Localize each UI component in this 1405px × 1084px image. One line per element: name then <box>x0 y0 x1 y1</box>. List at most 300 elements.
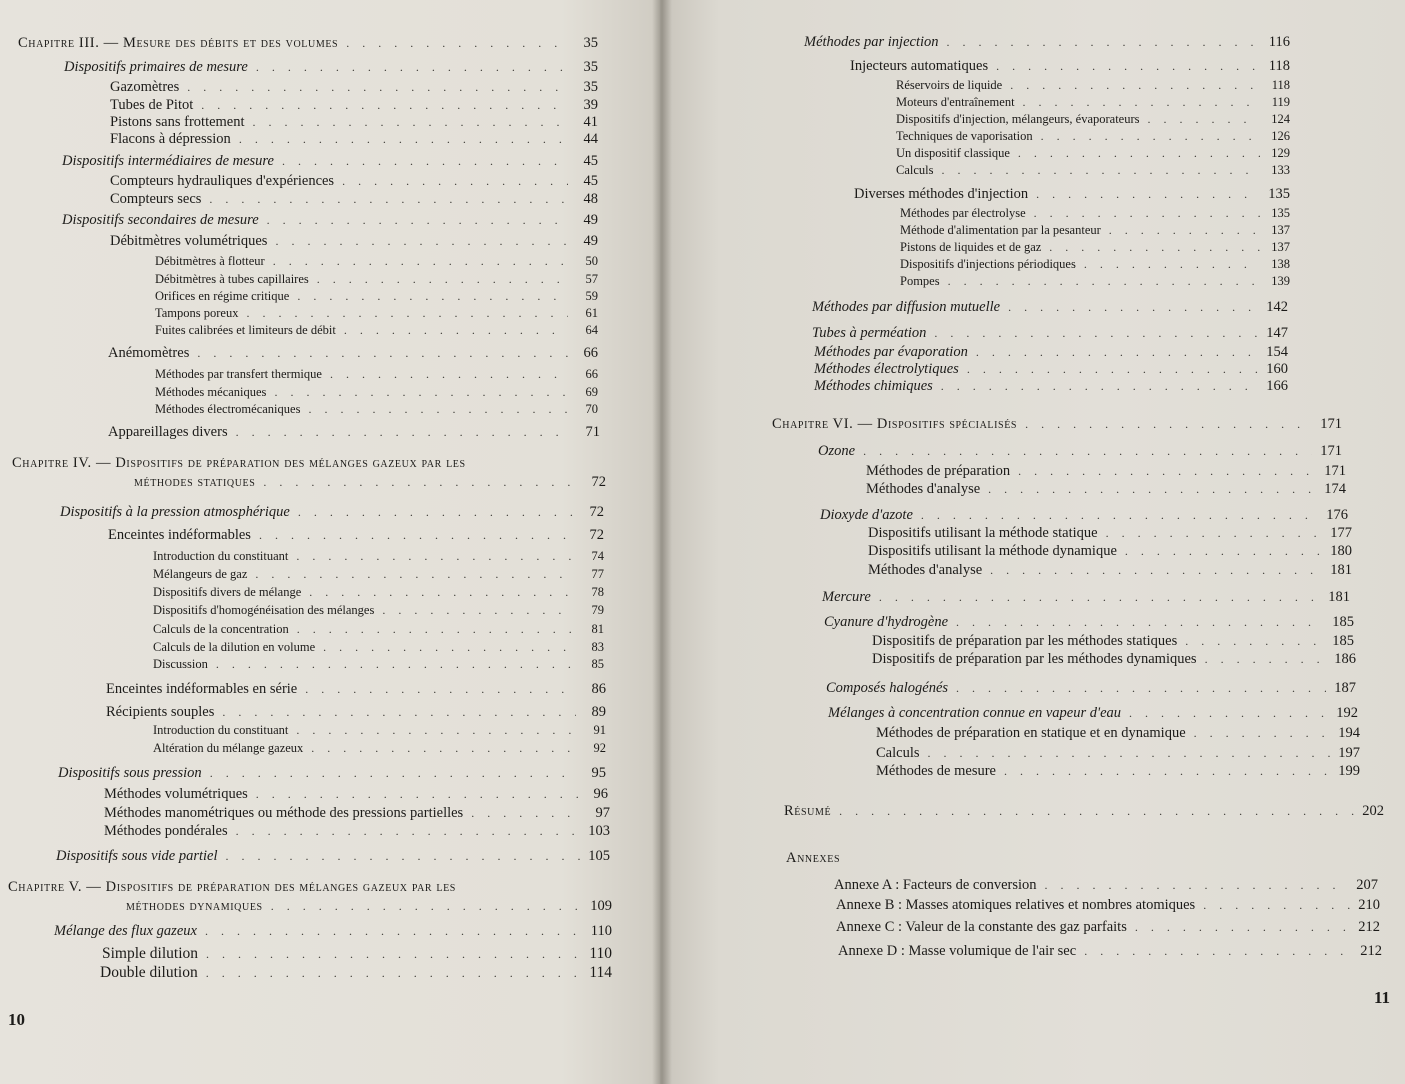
toc-page: 210 <box>1358 897 1380 913</box>
toc-entry <box>812 324 1288 342</box>
leader-dots <box>382 602 574 618</box>
toc-label: Méthodes par évaporation <box>814 344 968 360</box>
toc-label: Annexe C : Valeur de la constante des gaz parfaits <box>836 919 1127 935</box>
toc-label: Discussion <box>153 657 208 671</box>
toc-entry <box>153 639 604 655</box>
toc-page: 177 <box>1330 525 1352 541</box>
leader-dots <box>271 897 582 915</box>
toc-label: Introduction du constituant <box>153 723 289 737</box>
toc-page: 71 <box>585 424 600 440</box>
leader-dots <box>209 190 568 208</box>
toc-label: Débitmètres volumétriques <box>110 233 268 249</box>
toc-page: 142 <box>1266 299 1288 315</box>
toc-page: 186 <box>1334 651 1356 667</box>
toc-page: 92 <box>593 741 606 755</box>
toc-page: 185 <box>1332 614 1354 630</box>
toc-label: Techniques de vaporisation <box>896 129 1033 143</box>
toc-label: Pistons de liquides et de gaz <box>900 240 1042 254</box>
toc-entry <box>836 896 1380 914</box>
toc-page: 41 <box>583 114 598 130</box>
leader-dots <box>296 548 574 564</box>
leader-dots <box>956 679 1326 697</box>
toc-label: Méthodes d'analyse <box>866 481 981 497</box>
toc-label: méthodes dynamiques <box>126 898 263 914</box>
leader-dots <box>1036 185 1260 203</box>
toc-label: Fuites calibrées et limiteurs de débit <box>155 323 336 337</box>
leader-dots <box>273 253 568 269</box>
toc-page: 45 <box>583 173 598 189</box>
toc-entry <box>155 271 598 287</box>
leader-dots <box>275 232 568 250</box>
toc-entry <box>872 650 1356 668</box>
leader-dots <box>206 945 582 963</box>
toc-entry <box>106 703 606 721</box>
toc-page: 133 <box>1271 163 1290 177</box>
toc-label: Dioxyde d'azote <box>820 507 913 523</box>
toc-label: Résumé <box>784 803 832 819</box>
toc-page: 212 <box>1358 919 1380 935</box>
toc-label: Dispositifs d'injections périodiques <box>900 257 1076 271</box>
leader-dots <box>256 58 568 76</box>
toc-label: Mercure <box>822 589 871 605</box>
toc-page: 35 <box>583 59 598 75</box>
right-page <box>660 0 1405 1084</box>
leader-dots <box>210 764 576 782</box>
toc-label: Méthodes par électrolyse <box>900 206 1026 220</box>
leader-dots <box>1023 94 1260 110</box>
toc-page: 64 <box>585 323 598 337</box>
toc-label: Anémomètres <box>108 345 190 361</box>
toc-page: 61 <box>585 306 598 320</box>
leader-dots <box>863 442 1312 460</box>
toc-label: Dispositifs de préparation par les méthodes dynamiques <box>872 651 1197 667</box>
toc-label: Composés halogénés <box>826 680 949 696</box>
leader-dots <box>256 785 578 803</box>
toc-label: Orifices en régime critique <box>155 289 290 303</box>
toc-label: Mélange des flux gazeux <box>54 923 197 939</box>
toc-page: 70 <box>585 402 598 416</box>
toc-page: 137 <box>1271 223 1290 237</box>
toc-page: 49 <box>583 233 598 249</box>
toc-page: 86 <box>591 681 606 697</box>
leader-dots <box>205 922 582 940</box>
toc-page: 48 <box>583 191 598 207</box>
toc-label: Méthodes de préparation <box>866 463 1011 479</box>
toc-label: Méthodes de préparation en statique et en dynamique <box>876 725 1186 741</box>
leader-dots <box>1148 111 1260 127</box>
page-number: 10 <box>8 1010 25 1029</box>
toc-label: Tampons poreux <box>155 306 239 320</box>
toc-page: 180 <box>1330 543 1352 559</box>
toc-entry <box>126 897 612 915</box>
toc-entry <box>104 804 610 822</box>
toc-label: Enceintes indéformables en série <box>106 681 298 697</box>
toc-label: Dispositifs à la pression atmosphérique <box>60 504 290 520</box>
leader-dots <box>342 172 568 190</box>
leader-dots <box>941 377 1258 395</box>
toc-label: Dispositifs sous vide partiel <box>56 848 218 864</box>
toc-entry <box>814 343 1288 361</box>
toc-entry <box>838 942 1382 960</box>
toc-entry <box>108 526 604 544</box>
toc-page: 137 <box>1271 240 1290 254</box>
toc-label: Introduction du constituant <box>153 549 289 563</box>
toc-label: Tubes à perméation <box>812 325 927 341</box>
toc-entry <box>836 918 1380 936</box>
toc-entry <box>900 273 1290 289</box>
toc-label: Annexe B : Masses atomiques relatives et nombres atomiques <box>836 897 1196 913</box>
toc-label: Calculs de la concentration <box>153 622 289 636</box>
toc-entry <box>64 58 598 76</box>
toc-entry <box>772 415 1342 433</box>
toc-entry <box>153 602 604 618</box>
book-gutter <box>652 0 672 1084</box>
toc-label: Compteurs secs <box>110 191 202 207</box>
leader-dots <box>253 113 568 131</box>
toc-entry <box>104 822 610 840</box>
toc-page: 212 <box>1360 943 1382 959</box>
toc-page: 135 <box>1271 206 1290 220</box>
leader-dots <box>1084 942 1352 960</box>
toc-page: 49 <box>583 212 598 228</box>
toc-entry <box>155 384 598 400</box>
toc-page: 78 <box>591 585 604 599</box>
leader-dots <box>259 526 574 544</box>
toc-label: Méthodes manométriques ou méthode des pressions partielles <box>104 805 464 821</box>
toc-page: 96 <box>593 786 608 802</box>
leader-dots <box>1049 239 1260 255</box>
leader-dots <box>296 722 576 738</box>
toc-label: Méthodes d'analyse <box>868 562 983 578</box>
toc-label: Pistons sans frottement <box>110 114 245 130</box>
leader-dots <box>921 506 1318 524</box>
leader-dots <box>879 588 1320 606</box>
leader-dots <box>297 621 574 637</box>
toc-label: Flacons à dépression <box>110 131 231 147</box>
toc-entry <box>153 548 604 564</box>
leader-dots <box>1203 896 1350 914</box>
toc-label: Dispositifs primaires de mesure <box>64 59 248 75</box>
toc-label: Dispositifs d'homogénéisation des mélanges <box>153 603 375 617</box>
leader-dots <box>282 152 568 170</box>
toc-entry <box>18 34 598 52</box>
leader-dots <box>255 566 574 582</box>
toc-label: méthodes statiques <box>134 474 256 490</box>
leader-dots <box>236 423 570 441</box>
toc-page: 81 <box>591 622 604 636</box>
toc-page: 66 <box>583 345 598 361</box>
toc-entry <box>866 480 1346 498</box>
toc-page: 174 <box>1324 481 1346 497</box>
toc-label: Annexe A : Facteurs de conversion <box>834 877 1037 893</box>
toc-entry <box>804 33 1290 51</box>
toc-entry <box>784 802 1384 820</box>
toc-label: Gazomètres <box>110 79 180 95</box>
toc-label: Appareillages divers <box>108 424 228 440</box>
toc-page: 79 <box>591 603 604 617</box>
leader-dots <box>948 273 1260 289</box>
toc-page: 39 <box>583 97 598 113</box>
toc-entry <box>876 762 1360 780</box>
toc-label: Dispositifs utilisant la méthode statique <box>868 525 1098 541</box>
toc-entry <box>110 130 598 148</box>
toc-page: 85 <box>591 657 604 671</box>
toc-page: 139 <box>1271 274 1290 288</box>
toc-entry <box>56 847 610 865</box>
toc-entry <box>155 253 598 269</box>
toc-label: Calculs <box>896 163 934 177</box>
toc-page: 192 <box>1336 705 1358 721</box>
toc-entry <box>104 785 608 803</box>
leader-dots <box>956 613 1324 631</box>
toc-entry <box>896 145 1290 161</box>
toc-entry <box>155 366 598 382</box>
toc-entry <box>153 656 604 672</box>
toc-page: 185 <box>1332 633 1354 649</box>
leader-dots <box>1205 650 1326 668</box>
toc-entry <box>850 57 1290 75</box>
toc-page: 119 <box>1271 95 1290 109</box>
toc-label: Méthodes de mesure <box>876 763 996 779</box>
toc-entry <box>58 764 606 782</box>
leader-dots <box>1109 222 1260 238</box>
toc-entry <box>900 256 1290 272</box>
leader-dots <box>1185 632 1324 650</box>
toc-page: 74 <box>591 549 604 563</box>
leader-dots <box>305 680 576 698</box>
toc-label: Diverses méthodes d'injection <box>854 186 1029 202</box>
toc-label: Méthodes par diffusion mutuelle <box>812 299 1001 315</box>
leader-dots <box>197 344 568 362</box>
toc-page: 126 <box>1271 129 1290 143</box>
toc-entry <box>834 876 1378 894</box>
toc-entry <box>155 322 598 338</box>
toc-page: 66 <box>585 367 598 381</box>
toc-entry <box>110 190 598 208</box>
toc-page: 147 <box>1266 325 1288 341</box>
leader-dots <box>236 822 580 840</box>
toc-label: Pompes <box>900 274 940 288</box>
toc-entry <box>876 724 1360 742</box>
leader-dots <box>201 96 568 114</box>
toc-label: Débitmètres à tubes capillaires <box>155 272 309 286</box>
toc-label: Annexes <box>786 850 841 866</box>
toc-page: 57 <box>585 272 598 286</box>
toc-page: 103 <box>588 823 610 839</box>
toc-label: Cyanure d'hydrogène <box>824 614 949 630</box>
toc-page: 154 <box>1266 344 1288 360</box>
leader-dots <box>274 384 568 400</box>
toc-page: 114 <box>589 964 612 981</box>
toc-entry <box>155 305 598 321</box>
toc-page: 95 <box>591 765 606 781</box>
toc-entry <box>900 222 1290 238</box>
toc-page: 105 <box>588 848 610 864</box>
toc-label: Calculs <box>876 745 920 761</box>
leader-dots <box>934 324 1258 342</box>
leader-dots <box>267 211 568 229</box>
leader-dots <box>947 33 1260 51</box>
toc-entry <box>153 621 604 637</box>
toc-label: Annexe D : Masse volumique de l'air sec <box>838 943 1077 959</box>
toc-entry <box>814 377 1288 395</box>
toc-page: 207 <box>1356 877 1378 893</box>
toc-page: 35 <box>583 79 598 95</box>
leader-dots <box>839 802 1354 820</box>
toc-label: Dispositifs sous pression <box>58 765 202 781</box>
toc-label: Mélanges à concentration connue en vapeur d'eau <box>828 705 1122 721</box>
leader-dots <box>988 480 1316 498</box>
toc-page: 197 <box>1338 745 1360 761</box>
toc-page: 187 <box>1334 680 1356 696</box>
toc-entry <box>900 205 1290 221</box>
toc-page: 118 <box>1271 78 1290 92</box>
toc-page: 199 <box>1338 763 1360 779</box>
toc-entry <box>108 423 600 441</box>
toc-label: Moteurs d'entraînement <box>896 95 1015 109</box>
toc-entry <box>828 704 1358 722</box>
toc-entry <box>896 128 1290 144</box>
toc-label: Dispositifs utilisant la méthode dynamique <box>868 543 1117 559</box>
toc-label: Mélangeurs de gaz <box>153 567 248 581</box>
toc-page: 72 <box>591 474 606 490</box>
toc-entry <box>896 94 1290 110</box>
leader-dots <box>1041 128 1260 144</box>
leader-dots <box>1010 77 1260 93</box>
toc-label: Méthodes par injection <box>804 34 939 50</box>
toc-entry <box>896 77 1290 93</box>
toc-label: Dispositifs de préparation par les méthodes statiques <box>872 633 1178 649</box>
leader-dots <box>1025 415 1312 433</box>
toc-entry <box>134 473 606 491</box>
page-number: 11 <box>1374 988 1391 1007</box>
toc-entry <box>102 945 612 963</box>
toc-entry <box>153 584 604 600</box>
leader-dots <box>309 584 574 600</box>
toc-label: Méthodes volumétriques <box>104 786 248 802</box>
leader-dots <box>308 401 568 417</box>
leader-dots <box>1018 462 1316 480</box>
toc-entry <box>62 152 598 170</box>
chapter-heading: Chapitre IV. — Dispositifs de préparation des mélanges gazeux par les <box>12 455 466 471</box>
toc-label: Enceintes indéformables <box>108 527 251 543</box>
toc-page: 110 <box>589 945 612 962</box>
chapter-heading: Chapitre V. — Dispositifs de préparation des mélanges gazeux par les <box>8 879 456 895</box>
toc-label: Altération du mélange gazeux <box>153 741 304 755</box>
leader-dots <box>1135 918 1350 936</box>
toc-page: 50 <box>585 254 598 268</box>
leader-dots <box>471 804 580 822</box>
toc-entry <box>110 113 598 131</box>
toc-entry <box>155 288 598 304</box>
toc-entry <box>110 232 598 250</box>
toc-label: Méthodes pondérales <box>104 823 228 839</box>
toc-entry <box>786 849 866 867</box>
leader-dots <box>346 34 568 52</box>
toc-page: 118 <box>1268 58 1290 74</box>
toc-label: Débitmètres à flotteur <box>155 254 265 268</box>
toc-entry <box>108 344 598 362</box>
leader-dots <box>990 561 1322 579</box>
toc-page: 166 <box>1266 378 1288 394</box>
toc-entry <box>54 922 612 940</box>
toc-entry <box>868 524 1352 542</box>
toc-label: Compteurs hydrauliques d'expériences <box>110 173 335 189</box>
toc-page: 181 <box>1328 589 1350 605</box>
toc-entry <box>900 239 1290 255</box>
leader-dots <box>323 639 574 655</box>
toc-label: Récipients souples <box>106 704 215 720</box>
toc-entry <box>110 78 598 96</box>
toc-label: Méthodes électrolytiques <box>814 361 959 377</box>
toc-label: Chapitre III. — Mesure des débits et des volumes <box>18 35 339 51</box>
leader-dots <box>206 964 582 982</box>
leader-dots <box>1018 145 1260 161</box>
toc-entry <box>812 298 1288 316</box>
toc-page: 72 <box>589 527 604 543</box>
leader-dots <box>317 271 568 287</box>
toc-page: 91 <box>593 723 606 737</box>
toc-entry <box>153 740 606 756</box>
toc-page: 89 <box>591 704 606 720</box>
leader-dots <box>1008 298 1258 316</box>
toc-page: 45 <box>583 153 598 169</box>
toc-entry <box>826 679 1356 697</box>
toc-entry <box>818 442 1342 460</box>
toc-entry <box>868 542 1352 560</box>
toc-label: Calculs de la dilution en volume <box>153 640 316 654</box>
toc-page: 109 <box>590 898 612 914</box>
toc-label: Dispositifs intermédiaires de mesure <box>62 153 274 169</box>
leader-dots <box>297 288 568 304</box>
toc-entry <box>106 680 606 698</box>
toc-page: 129 <box>1271 146 1290 160</box>
toc-label: Dispositifs d'injection, mélangeurs, évaporateurs <box>896 112 1140 126</box>
toc-page: 135 <box>1268 186 1290 202</box>
toc-page: 59 <box>585 289 598 303</box>
toc-entry <box>854 185 1290 203</box>
leader-dots <box>330 366 568 382</box>
leader-dots <box>1004 762 1330 780</box>
leader-dots <box>263 473 576 491</box>
toc-label: Simple dilution <box>102 945 199 962</box>
leader-dots <box>187 78 568 96</box>
toc-label: Ozone <box>818 443 856 459</box>
toc-label: Chapitre VI. — Dispositifs spécialisés <box>772 416 1018 432</box>
toc-label: Tubes de Pitot <box>110 97 194 113</box>
leader-dots <box>222 703 576 721</box>
toc-entry <box>896 162 1290 178</box>
toc-page: 160 <box>1266 361 1288 377</box>
toc-page: 171 <box>1324 463 1346 479</box>
toc-label: Méthodes électromécaniques <box>155 402 301 416</box>
toc-entry <box>110 172 598 190</box>
toc-page: 77 <box>591 567 604 581</box>
toc-entry <box>866 462 1346 480</box>
toc-page: 181 <box>1330 562 1352 578</box>
toc-page: 171 <box>1320 416 1342 432</box>
toc-entry <box>60 503 604 521</box>
leader-dots <box>1045 876 1348 894</box>
leader-dots <box>298 503 574 521</box>
leader-dots <box>1129 704 1328 722</box>
toc-entry <box>100 964 612 982</box>
toc-page: 44 <box>583 131 598 147</box>
toc-page: 171 <box>1320 443 1342 459</box>
toc-page: 97 <box>595 805 610 821</box>
toc-page: 110 <box>590 923 612 939</box>
leader-dots <box>996 57 1260 75</box>
